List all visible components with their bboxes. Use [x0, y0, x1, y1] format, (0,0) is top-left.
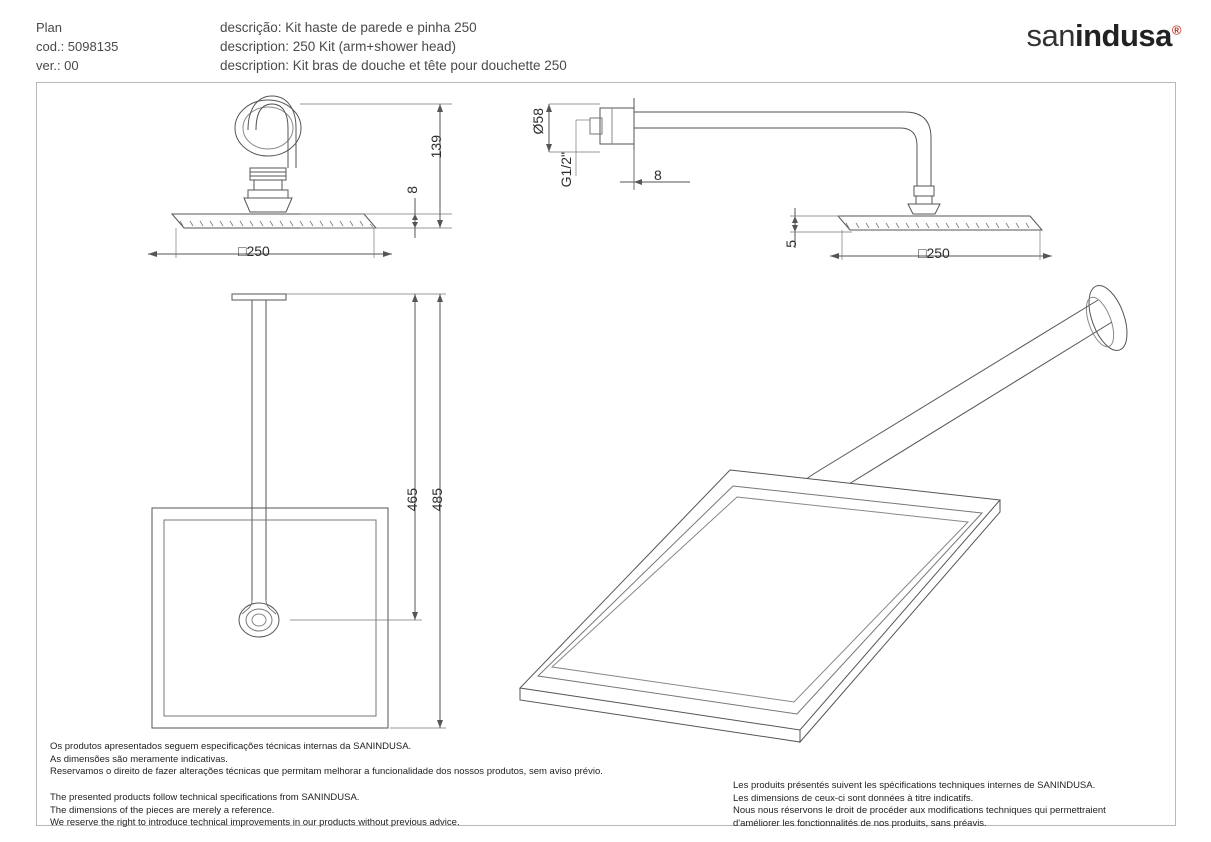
description-pt: descrição: Kit haste de parede e pinha 250 — [220, 20, 477, 35]
footer-note-fr — [733, 780, 1183, 830]
footer-en-line3: We reserve the right to introduce technical improvements in our products without previous advice. — [50, 817, 460, 828]
logo-part-1: san — [1026, 18, 1075, 53]
version-label: ver.: 00 — [36, 58, 79, 73]
footer-en-line1: The presented products follow technical specifications from SANINDUSA. — [50, 792, 360, 803]
dim-8-thickness: 8 — [404, 186, 420, 194]
logo-part-2: indusa — [1075, 18, 1172, 53]
footer-note-pt — [50, 741, 750, 779]
document-header — [0, 0, 1211, 80]
footer-fr-line1: Les produits présentés suivent les spécifications techniques internes de SANINDUSA. — [733, 780, 1096, 791]
sanindusa-logo — [1027, 18, 1181, 54]
dim-465: 465 — [404, 488, 420, 512]
dim-5-thickness: 5 — [783, 240, 799, 248]
dim-139: 139 — [428, 135, 444, 159]
header-left-block — [36, 18, 118, 75]
code-label: cod.: 5098135 — [36, 39, 119, 54]
plan-label: Plan — [36, 20, 63, 35]
dim-diameter-58: Ø58 — [530, 108, 546, 135]
footer-pt-line3: Reservamos o direito de fazer alterações técnicas que permitam melhorar a funcionalidade dos nossos produtos, sem aviso prévio. — [50, 766, 603, 777]
registered-mark-icon: ® — [1171, 22, 1181, 38]
footer-fr-line2: Les dimensions de ceux-ci sont données à titre indicatifs. — [733, 792, 974, 804]
footer-fr-line4: d'améliorer les fonctionnalités de nos produits, sans préavis. — [733, 817, 987, 829]
description-en: description: 250 Kit (arm+shower head) — [220, 39, 456, 54]
dim-485: 485 — [429, 488, 445, 512]
dim-250-right: □250 — [918, 245, 950, 261]
header-description-block — [220, 18, 567, 75]
drawing-frame — [36, 82, 1176, 826]
dim-250-top: □250 — [238, 243, 270, 259]
footer-pt-line2: As dimensões são meramente indicativas. — [50, 753, 228, 765]
footer-en-line2: The dimensions of the pieces are merely a reference. — [50, 804, 275, 816]
footer-pt-line1: Os produtos apresentados seguem especificações técnicas internas da SANINDUSA. — [50, 741, 412, 752]
description-fr: description: Kit bras de douche et tête pour douchette 250 — [220, 58, 567, 73]
footer-note-en — [50, 792, 690, 830]
dim-8-offset: 8 — [654, 167, 662, 183]
dim-thread-g12: G1/2" — [558, 152, 574, 188]
footer-fr-line3: Nous nous réservons le droit de procéder aux modifications techniques qui permettraient — [733, 805, 1106, 816]
